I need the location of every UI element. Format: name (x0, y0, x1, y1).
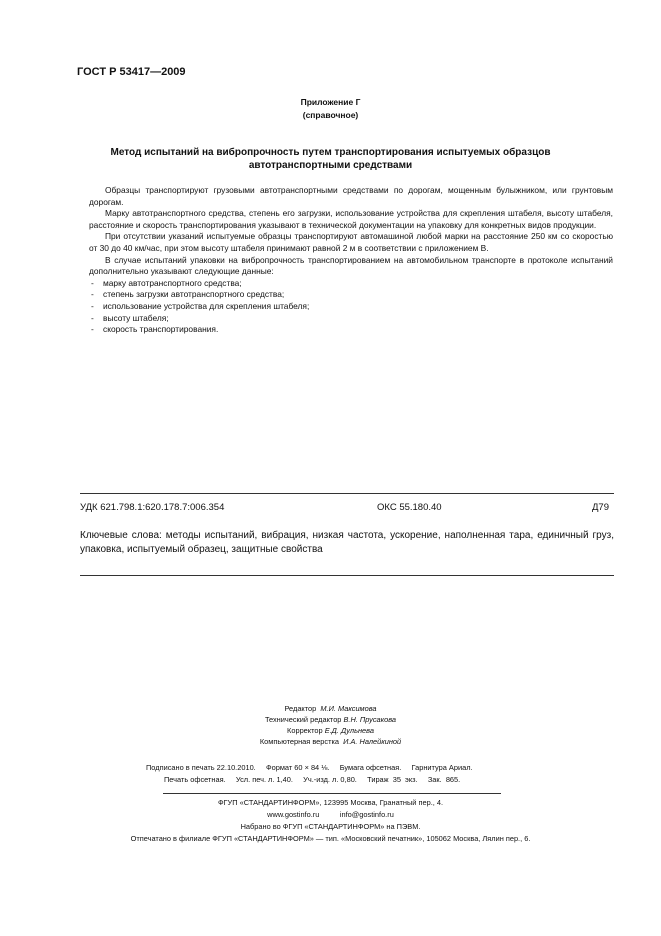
list-item: - скорость транспортирования. (89, 324, 613, 336)
paragraph: Образцы транспортируют грузовыми автотранспортными средствами по дорогам, мощенным булыжником, или грунтовым дорогам. (89, 185, 613, 207)
publisher-line: ФГУП «СТАНДАРТИНФОРМ», 123995 Москва, Гранатный пер., 4. (217, 798, 444, 807)
classification-code: Д79 (592, 502, 610, 513)
publisher-line: Отпечатано в филиале ФГУП «СТАНДАРТИНФОРМ» — тип. «Московский печатник», 105062 Москва, Лялин пер., 6. (130, 834, 531, 843)
credit-row (0, 725, 661, 736)
list-item: - марку автотранспортного средства; (89, 278, 613, 290)
credits (0, 703, 661, 747)
section-title-line: автотранспортными средствами (248, 160, 413, 171)
publisher-line: Набрано во ФГУП «СТАНДАРТИНФОРМ» на ПЭВМ. (240, 822, 421, 831)
imprint (0, 762, 661, 786)
annex-type: (справочное) (302, 110, 359, 120)
credit-name: И.А. Налейкиной (343, 737, 402, 746)
credit-role: Редактор (284, 704, 317, 713)
imprint-line: Подписано в печать 22.10.2010. Формат 60 × 84 ⅛. Бумага офсетная. Гарнитура Ариал. (146, 763, 473, 772)
credit-role: Технический редактор (264, 715, 342, 724)
paragraph: Марку автотранспортного средства, степень его загрузки, использование устройства для скрепления штабеля, высоту штабеля, расстояние и скорость транспортирования указывают в технической документации на упаковку для конкретных видов продукции. (89, 208, 613, 230)
publisher-info (0, 797, 661, 845)
body-text (89, 185, 613, 336)
credit-name: В.Н. Прусакова (343, 715, 397, 724)
paragraph: В случае испытаний упаковки на вибропрочность транспортированием на автомобильном транспорте в протоколе испытаний дополнительно указывают следующие данные: (89, 254, 613, 277)
credit-row (0, 714, 661, 725)
list-item: - степень загрузки автотранспортного средства; (89, 289, 613, 301)
credit-row (0, 736, 661, 747)
list-item: - использование устройства для скрепления штабеля; (89, 301, 613, 313)
credit-row (0, 703, 661, 714)
section-title (60, 146, 601, 172)
oks-code: ОКС 55.180.40 (377, 502, 442, 513)
list-item: - высоту штабеля; (89, 313, 613, 325)
divider (80, 493, 614, 494)
data-list (89, 278, 613, 336)
publisher-line: www.gostinfo.ru info@gostinfo.ru (267, 810, 394, 819)
keywords: Ключевые слова: методы испытаний, вибрация, низкая частота, ускорение, наполненная тара, единичный груз, упаковка, испытуемый образец, защитные свойства (80, 530, 614, 555)
section-title-line: Метод испытаний на вибропрочность путем транспортирования испытуемых образцов (110, 147, 551, 158)
udk-code: УДК 621.798.1:620.178.7:006.354 (80, 502, 225, 513)
divider (163, 793, 501, 794)
annex-label: Приложение Г (300, 97, 361, 107)
credit-role: Корректор (287, 726, 323, 735)
standard-number: ГОСТ Р 53417—2009 (77, 66, 186, 78)
credit-role: Компьютерная верстка (259, 737, 339, 746)
credit-name: Е.Д. Дульнева (324, 726, 374, 735)
credit-name: М.И. Максимова (320, 704, 377, 713)
paragraph: При отсутствии указаний испытуемые образцы транспортируют автомашиной любой марки на расстояние 250 км со скоростью от 30 до 40 км/час, при этом высоту штабеля принимают равной 2 м в соответствии с приложением В. (89, 231, 613, 253)
imprint-line: Печать офсетная. Усл. печ. л. 1,40. Уч.-изд. л. 0,80. Тираж 35 экз. Зак. 865. (164, 775, 461, 784)
divider (80, 575, 614, 576)
